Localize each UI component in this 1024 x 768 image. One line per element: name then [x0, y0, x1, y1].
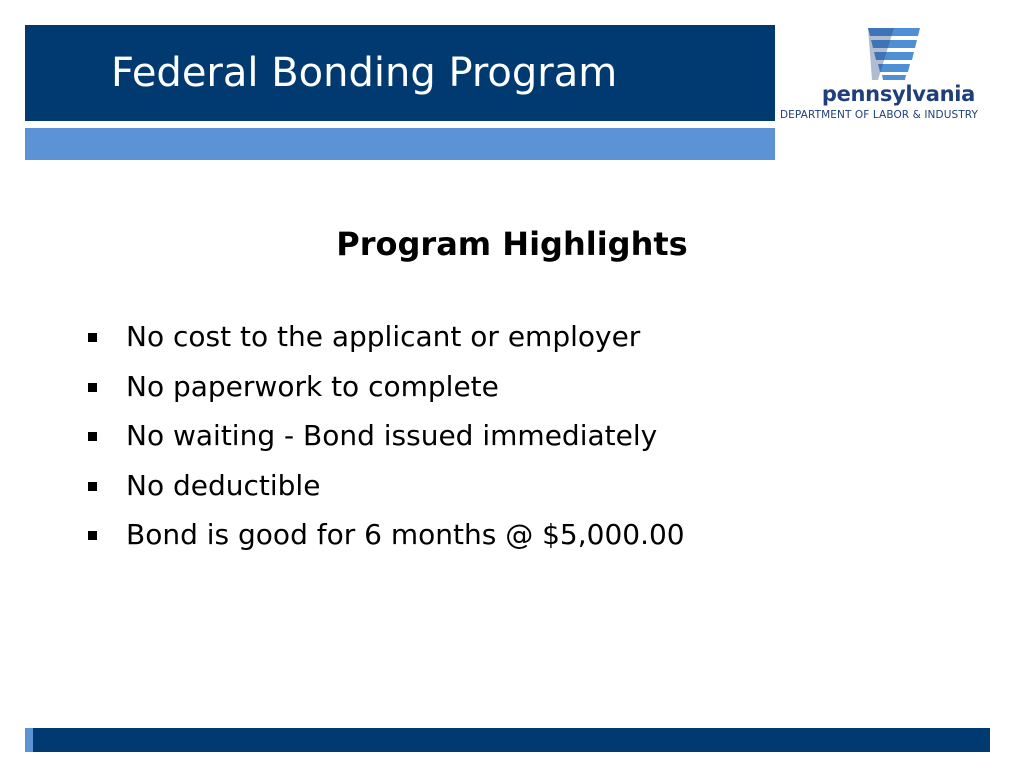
slide-title: Federal Bonding Program: [111, 50, 618, 96]
list-item-text: No paperwork to complete: [126, 369, 499, 403]
list-item-text: No cost to the applicant or employer: [126, 320, 641, 353]
title-accent-bar: [25, 128, 775, 160]
pa-labor-industry-logo: [780, 24, 1015, 129]
square-bullet-icon: [88, 333, 97, 342]
list-item-text: Bond is good for 6 months @ $5,000.00: [126, 518, 685, 551]
footer-accent: [25, 728, 33, 752]
square-bullet-icon: [88, 383, 97, 392]
keystone-icon: [864, 24, 924, 82]
logo-state-name: pennsylvania: [821, 82, 975, 106]
section-heading: Program Highlights: [336, 225, 688, 263]
logo-department-name: DEPARTMENT OF LABOR & INDUSTRY: [780, 109, 979, 121]
square-bullet-icon: [88, 432, 97, 441]
square-bullet-icon: [88, 482, 97, 491]
square-bullet-icon: [88, 531, 97, 540]
list-item-text: No deductible: [126, 468, 321, 502]
footer-bar: [25, 728, 990, 752]
title-bar: [25, 25, 775, 121]
list-item-text: No waiting - Bond issued immediately: [126, 419, 658, 452]
